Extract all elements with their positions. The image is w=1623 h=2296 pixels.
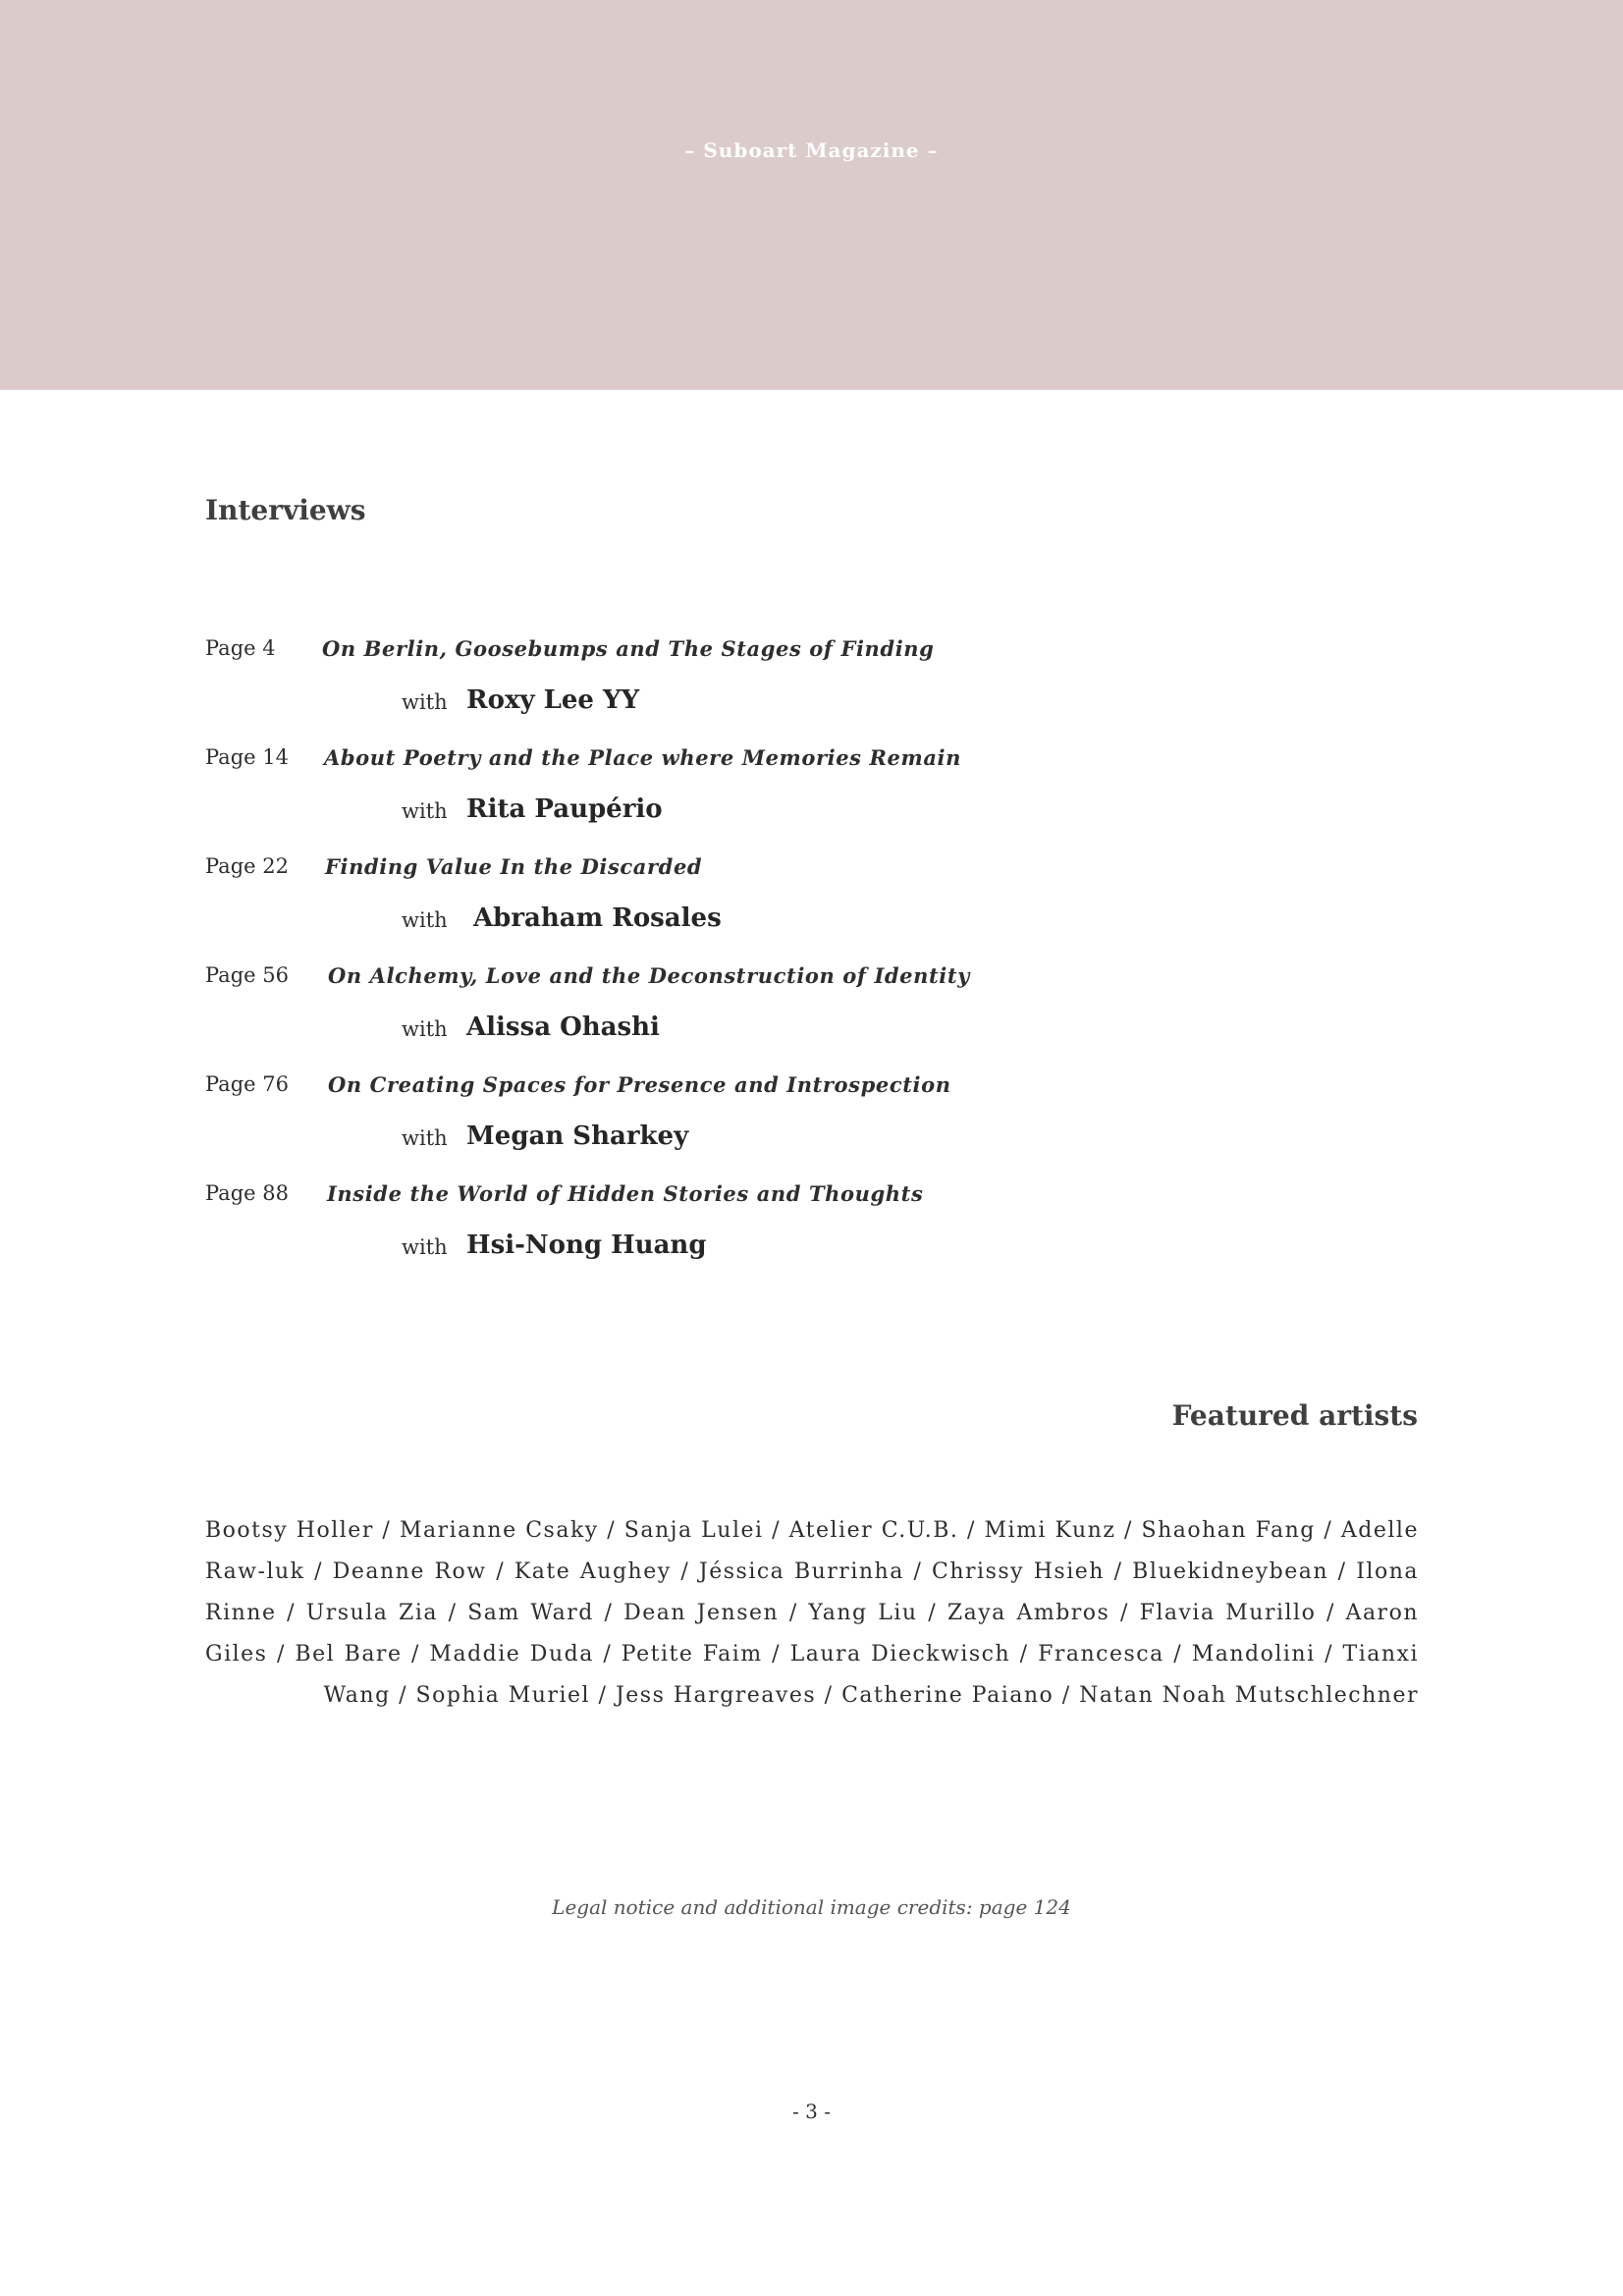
with-label: with	[402, 690, 448, 714]
entry-title: On Creating Spaces for Presence and Introspection	[328, 1072, 951, 1097]
artist-name: Rita Paupério	[466, 794, 663, 824]
interview-entry[interactable]	[205, 636, 1187, 745]
artist-name: Megan Sharkey	[466, 1121, 689, 1151]
entry-title: About Poetry and the Place where Memories Remain	[324, 745, 961, 770]
interviews-list	[205, 636, 1187, 1290]
interview-entry[interactable]	[205, 745, 1187, 854]
entry-page-number: Page 76	[205, 1072, 289, 1096]
artist-name: Hsi-Nong Huang	[466, 1230, 707, 1260]
interview-entry[interactable]	[205, 963, 1187, 1072]
interviews-heading: Interviews	[205, 494, 366, 526]
with-label: with	[402, 799, 448, 823]
with-label: with	[402, 1126, 448, 1150]
header-band	[0, 0, 1623, 390]
interview-entry[interactable]	[205, 1072, 1187, 1181]
entry-page-number: Page 14	[205, 745, 289, 769]
entry-page-number: Page 56	[205, 963, 289, 987]
with-label: with	[402, 908, 448, 932]
entry-title: On Alchemy, Love and the Deconstruction of Identity	[328, 963, 970, 988]
with-label: with	[402, 1017, 448, 1041]
interview-entry[interactable]	[205, 854, 1187, 963]
page-number: - 3 -	[792, 2100, 831, 2123]
interview-entry[interactable]	[205, 1181, 1187, 1290]
entry-title: On Berlin, Goosebumps and The Stages of Finding	[322, 636, 935, 661]
artist-name: Roxy Lee YY	[466, 685, 640, 715]
featured-artists-heading: Featured artists	[1171, 1399, 1418, 1432]
artist-name: Abraham Rosales	[473, 903, 722, 933]
artist-name: Alissa Ohashi	[466, 1012, 660, 1042]
legal-notice: Legal notice and additional image credits: page 124	[552, 1895, 1071, 1919]
entry-page-number: Page 88	[205, 1181, 289, 1205]
featured-artists-list: Bootsy Holler / Marianne Csaky / Sanja Lulei / Atelier C.U.B. / Mimi Kunz / Shaohan Fang / Adelle Raw-luk / Deanne Row / Kate Aughey / Jéssica Burrinha / Chrissy Hsieh / Bluekidneybean / Ilona Rinne / Ursula Zia / Sam Ward / Dean Jensen / Yang Liu / Zaya Ambros / Flavia Murillo / Aaron Giles / Bel Bare / Maddie Duda / Petite Faim / Laura Dieckwisch / Francesca / Mandolini / Tianxi Wang / Sophia Muriel / Jess Hargreaves / Catherine Paiano / Natan Noah Mutschlechner	[205, 1518, 1419, 1708]
entry-page-number: Page 4	[205, 636, 276, 660]
entry-title: Finding Value In the Discarded	[325, 854, 703, 879]
entry-title: Inside the World of Hidden Stories and Thoughts	[327, 1181, 924, 1206]
with-label: with	[402, 1235, 448, 1259]
magazine-title: – Suboart Magazine –	[684, 138, 939, 162]
entry-page-number: Page 22	[205, 854, 289, 878]
